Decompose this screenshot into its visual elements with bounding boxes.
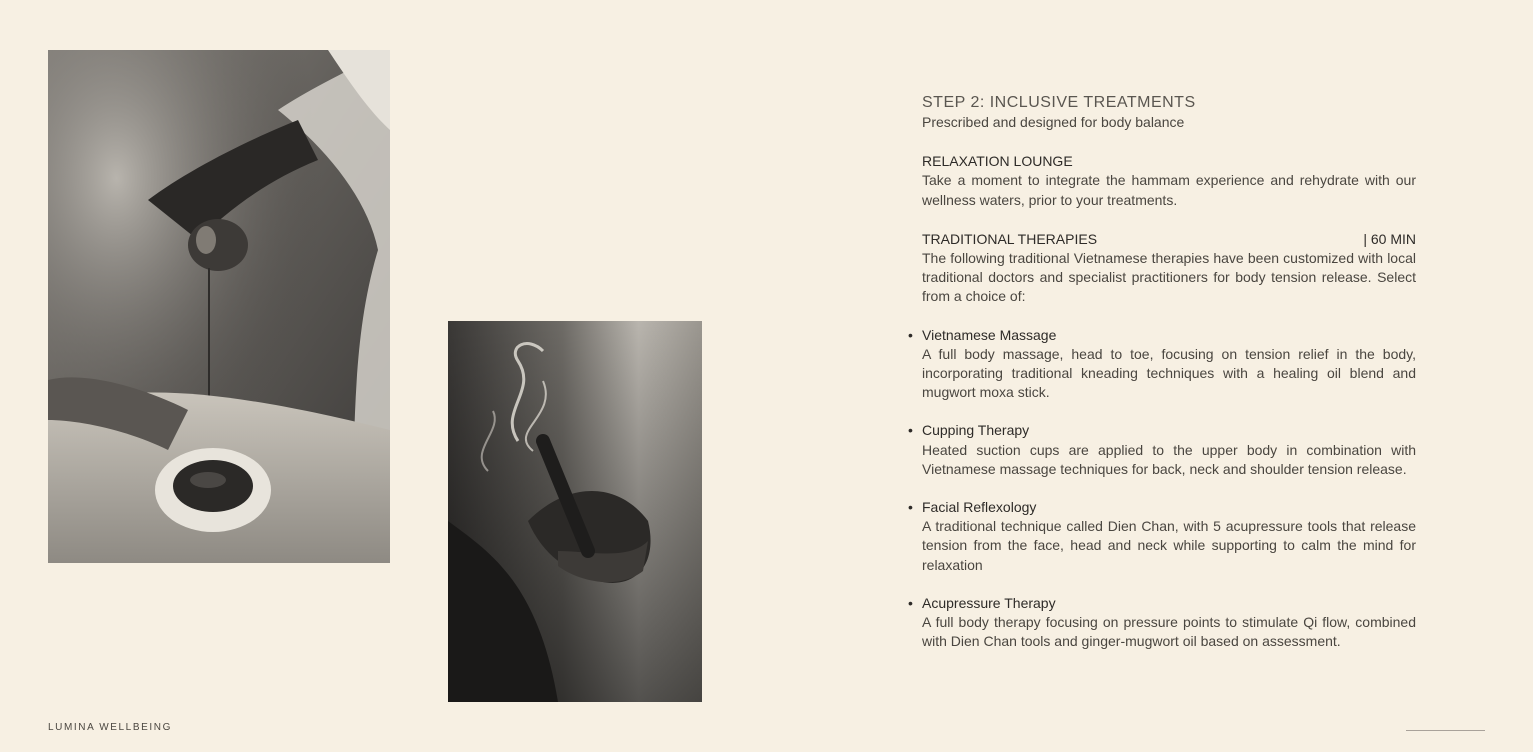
- treatment-description: Heated suction cups are applied to the upper body in combination with Vietnamese massage techniques for back, neck and shoulder tension release.: [922, 441, 1416, 477]
- section-heading: [922, 152, 1416, 171]
- treatment-description: A full body therapy focusing on pressure points to stimulate Qi flow, combined with Dien Chan tools and ginger-mugwort oil based on assessment.: [922, 614, 1416, 650]
- footer-divider: [1406, 730, 1485, 731]
- bullet-icon: •: [908, 422, 913, 439]
- bullet-icon: •: [908, 326, 913, 343]
- treatment-title: [908, 421, 1416, 440]
- section-title: TRADITIONAL THERAPIES: [922, 230, 1098, 247]
- treatment-item-acupressure-therapy: [908, 594, 1416, 652]
- section-description: Take a moment to integrate the hammam experience and rehydrate with our wellness waters, prior to your treatments.: [922, 172, 1416, 208]
- treatment-name: Facial Reflexology: [922, 499, 1037, 516]
- treatment-description: A traditional technique called Dien Chan, with 5 acupressure tools that release tension from the face, head and neck while supporting to calm the mind for relaxation: [922, 518, 1416, 573]
- duration-label: | 60 MIN: [1363, 230, 1416, 247]
- oil-pouring-massage-photo: [48, 50, 390, 563]
- incense-smoke-photo: [448, 321, 702, 702]
- treatment-title: [908, 498, 1416, 517]
- section-heading: [922, 230, 1416, 249]
- treatment-item-cupping-therapy: [908, 421, 1416, 479]
- bullet-icon: •: [908, 594, 913, 611]
- section-title: RELAXATION LOUNGE: [922, 153, 1073, 170]
- traditional-therapies-section: [922, 230, 1416, 307]
- treatment-title: [908, 326, 1416, 345]
- footer-brand: LUMINA WELLBEING: [48, 722, 172, 733]
- treatment-name: Cupping Therapy: [922, 422, 1030, 439]
- section-description: The following traditional Vietnamese therapies have been customized with local traditional doctors and specialist practitioners for body tension release. Select from a choice of:: [922, 250, 1416, 305]
- page-subtitle: Prescribed and designed for body balance: [922, 114, 1185, 130]
- treatment-item-facial-reflexology: [908, 498, 1416, 575]
- relaxation-lounge-section: [922, 152, 1416, 210]
- treatment-name: Acupressure Therapy: [922, 594, 1056, 611]
- page-title: STEP 2: INCLUSIVE TREATMENTS: [922, 94, 1196, 111]
- treatment-title: [908, 594, 1416, 613]
- bullet-icon: •: [908, 499, 913, 516]
- treatment-item-vietnamese-massage: [908, 326, 1416, 403]
- treatments-content: [908, 92, 1416, 651]
- treatment-name: Vietnamese Massage: [922, 326, 1057, 343]
- treatment-description: A full body massage, head to toe, focusing on tension relief in the body, incorporating traditional kneading techniques with a healing oil blend and mugwort moxa stick.: [922, 345, 1416, 401]
